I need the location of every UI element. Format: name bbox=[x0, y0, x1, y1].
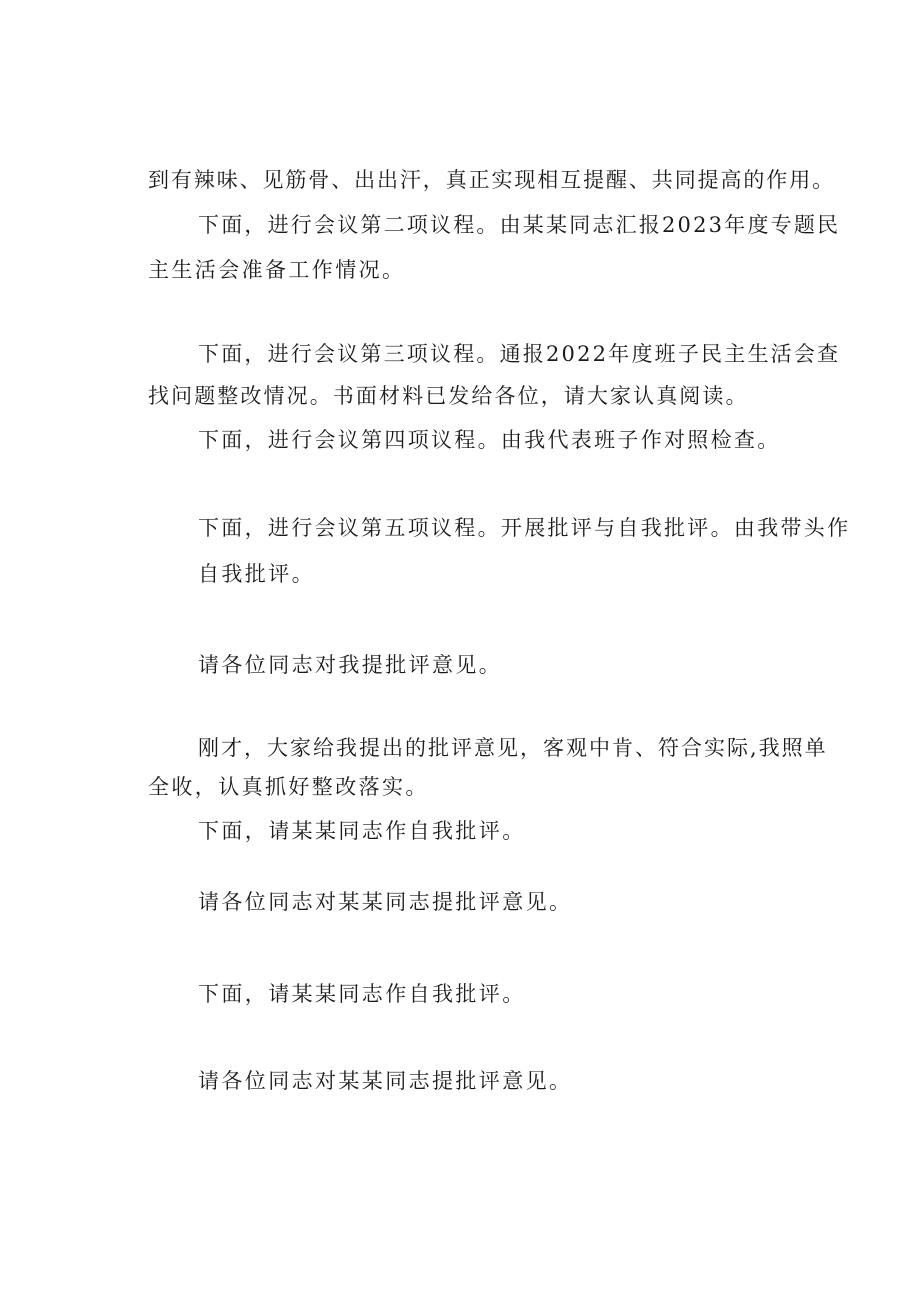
paragraph-agenda-item-2-cont: 主生活会准备工作情况。 bbox=[148, 258, 406, 282]
paragraph-agenda-item-4: 下面，进行会议第四项议程。由我代表班子作对照检查。 bbox=[198, 428, 781, 452]
paragraph-agenda-item-3: 下面，进行会议第三项议程。通报2022年度班子民主生活会查 bbox=[198, 342, 841, 366]
paragraph-response: 刚才，大家给我提出的批评意见，客观中肯、符合实际,我照单 bbox=[198, 736, 828, 760]
text-line-continuation: 到有辣味、见筋骨、出出汗，真正实现相互提醒、共同提高的作用。 bbox=[148, 168, 835, 192]
paragraph-request-criticism-2: 请各位同志对某某同志提批评意见。 bbox=[198, 890, 573, 914]
paragraph-request-criticism: 请各位同志对我提批评意见。 bbox=[198, 653, 503, 677]
paragraph-agenda-item-5-cont: 自我批评。 bbox=[198, 562, 315, 586]
paragraph-agenda-item-2: 下面，进行会议第二项议程。由某某同志汇报2023年度专题民 bbox=[198, 213, 841, 237]
paragraph-next-self-criticism-2: 下面，请某某同志作自我批评。 bbox=[198, 982, 526, 1006]
paragraph-next-self-criticism: 下面，请某某同志作自我批评。 bbox=[198, 819, 526, 843]
paragraph-agenda-item-3-cont: 找问题整改情况。书面材料已发给各位，请大家认真阅读。 bbox=[148, 384, 749, 408]
paragraph-response-cont: 全收，认真抓好整改落实。 bbox=[148, 775, 429, 799]
paragraph-request-criticism-3: 请各位同志对某某同志提批评意见。 bbox=[198, 1069, 573, 1093]
paragraph-agenda-item-5: 下面，进行会议第五项议程。开展批评与自我批评。由我带头作 bbox=[198, 516, 851, 540]
